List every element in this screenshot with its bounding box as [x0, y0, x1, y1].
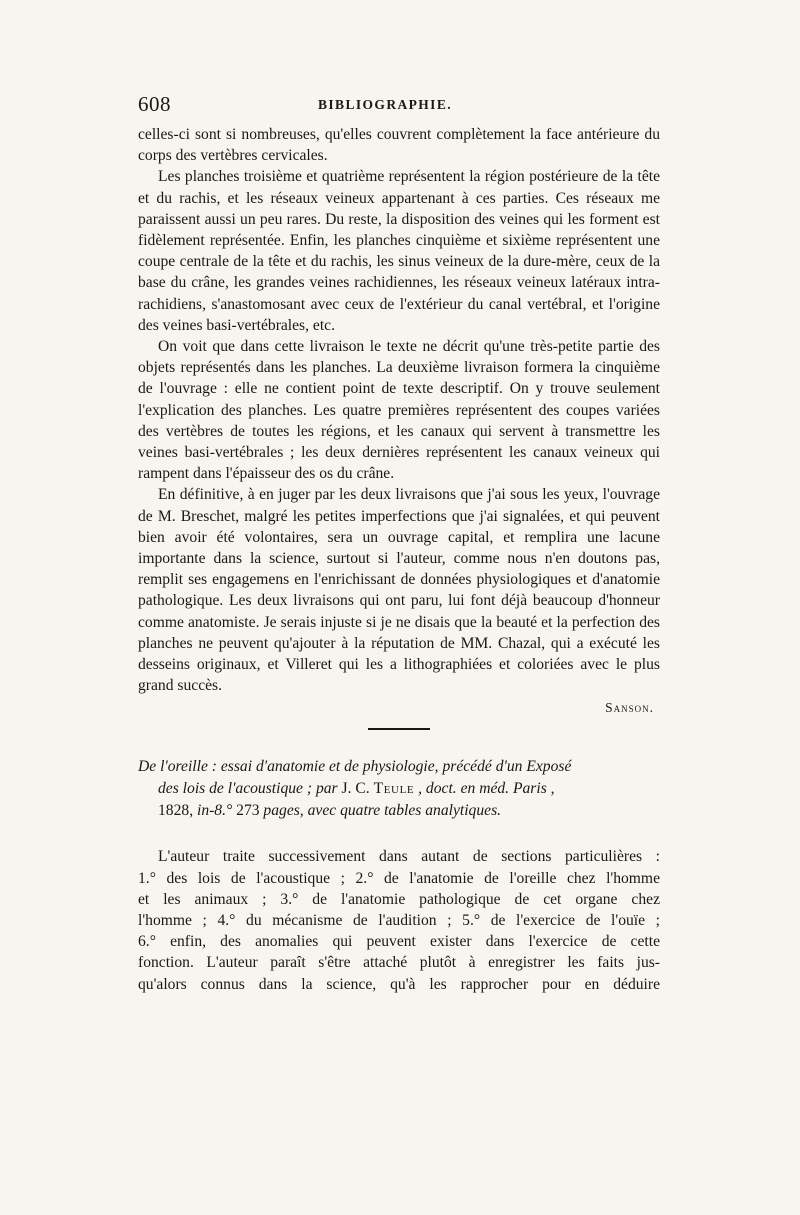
author-name: Teule: [373, 780, 415, 798]
author-credentials: , doct. en méd. Paris ,: [414, 780, 555, 798]
review-line: 1.° des lois de l'acoustique ; 2.° de l'anatomie de l'oreille chez l'homme: [138, 869, 660, 887]
paragraph-planches: Les planches troisième et quatrième représentent la région postérieure de la tête et du rachis, et les réseaux veineux appartenant à ces parties. Ces réseaux me paraissent aussi un peu rares. Du reste, la disposition des veines qui les forment est fidèlement représentée. Enfin, les planches cinquième et sixième représentent une coupe centrale de la tête et du rachis, les sinus veineux de la dure-mère, ceux de la base du crâne, les grandes veines rachidiennes, les réseaux veineux latéraux intra-rachidiens, s'anastomosant avec ceux de l'extérieur du canal vertébral, et l'origine des veines basi-vertébrales, etc.: [138, 168, 660, 334]
entry-title-text: De l'oreille : essai d'anatomie et de physiologie, précédé d'un Exposé: [138, 758, 572, 776]
format: in-8.°: [196, 802, 237, 820]
page-header: [138, 92, 660, 124]
paragraph-livraison: On voit que dans cette livraison le texte ne décrit qu'une très-petite partie des objets représentés dans les planches. La deuxième livraison formera la cinquième de l'ouvrage : elle ne contient point de texte descriptif. On y trouve seulement l'explication des planches. Les quatre premières représentent des coupes variées des vertèbres de toutes les régions, et les canaux qui servent à transmettre les veines basi-vertébrales ; les deux dernières représentent les canaux veineux qui rampent dans l'épaisseur des os du crâne.: [138, 338, 660, 483]
review-line: l'homme ; 4.° du mécanisme de l'audition ; 5.° de l'exercice de l'ouïe ;: [138, 912, 660, 930]
reviewer-signature: Sanson.: [605, 700, 654, 716]
review-line: et les animaux ; 3.° de l'anatomie pathologique de cet organe chez: [138, 890, 660, 908]
review-teule: [138, 846, 660, 994]
author-initials: J. C.: [341, 780, 374, 798]
entry-title: [138, 756, 660, 822]
review-line: qu'alors connus dans la science, qu'à les rapprocher pour en déduire: [138, 975, 660, 993]
page-number: 608: [138, 92, 171, 116]
paragraph-definitive: En définitive, à en juger par les deux livraisons que j'ai sous les yeux, l'ouvrage de M. Breschet, malgré les petites imperfections que j'ai signalées, et qui peuvent bien avoir été volontaires, sera un ouvrage capital, et remplira une lacune importante dans la science, surtout si l'auteur, comme nous n'en doutons pas, remplit ses engagemens en l'enrichissant de données physiologiques et d'anatomie pathologique. Les deux livraisons qui ont paru, lui font déjà beaucoup d'honneur comme anatomiste. Je serais injuste si je ne disais que la beauté et la perfection des planches ne peuvent qu'ajouter à la réputation de MM. Chazal, qui a exécuté les desseins originaux, et Villeret qui les a lithographiées et coloriées avec le plus grand succès.: [138, 486, 660, 695]
running-head: BIBLIOGRAPHIE.: [318, 97, 453, 112]
book-page: [138, 92, 660, 995]
publication-year: 1828,: [158, 802, 197, 820]
section-separator: [368, 728, 430, 730]
entry-title-subtitle: des lois de l'acoustique ; par: [158, 780, 342, 798]
review-line: 6.° enfin, des anomalies qui peuvent exister dans l'exercice de cette: [138, 933, 660, 951]
entry-title-line-3: [158, 800, 660, 822]
entry-title-line-1: [138, 756, 660, 778]
review-breschet: [138, 124, 660, 719]
review-line: L'auteur traite successivement dans autant de sections particulières :: [158, 848, 660, 866]
review-line: fonction. L'auteur paraît s'être attaché plutôt à enregistrer les faits jus-: [138, 954, 660, 972]
entry-title-line-2: [158, 778, 660, 800]
page-count: 273: [236, 802, 260, 820]
entry-title-details: pages, avec quatre tables analytiques.: [259, 802, 502, 820]
paragraph-continuation: celles-ci sont si nombreuses, qu'elles couvrent complètement la face antérieure du corps des vertèbres cervicales.: [138, 126, 660, 165]
